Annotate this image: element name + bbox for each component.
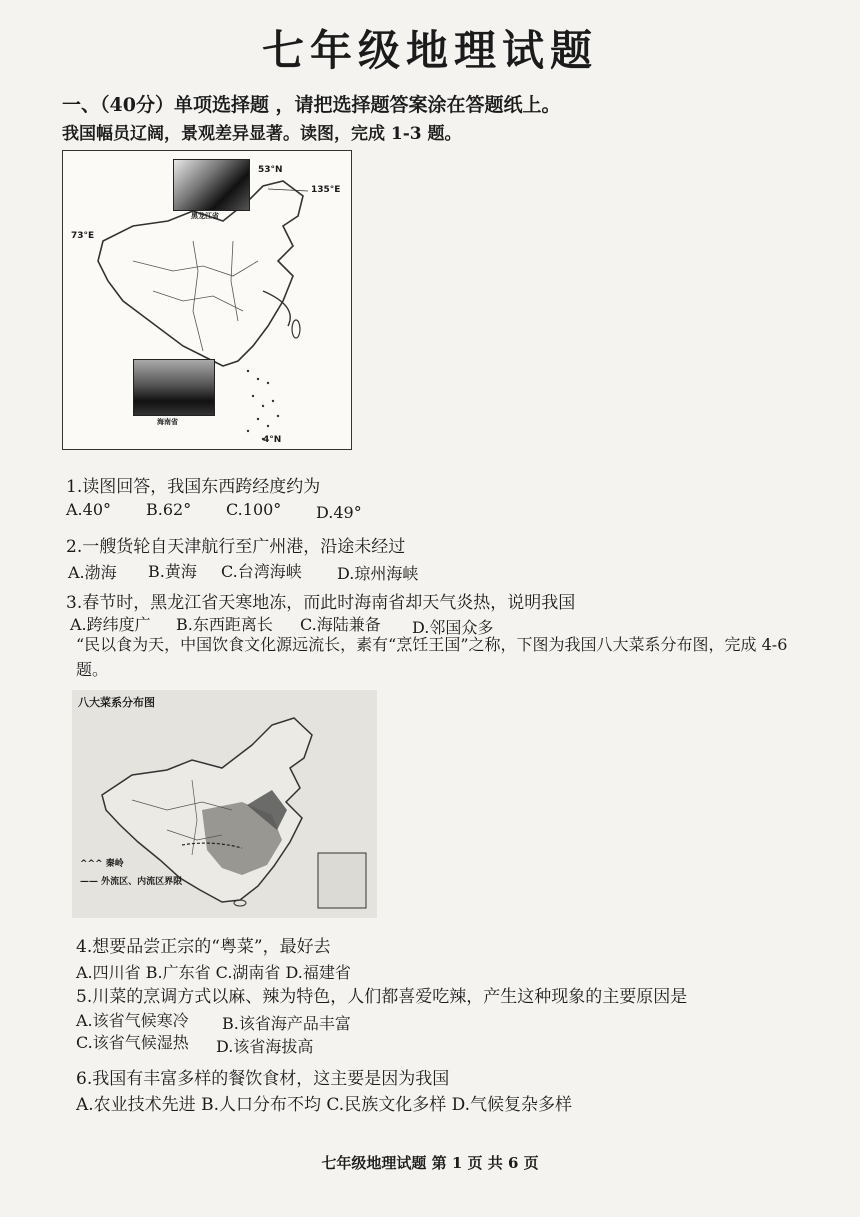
q1-option-c: C.100° (226, 500, 282, 519)
section-heading: 一、（40分）单项选择题 ，请把选择题答案涂在答题纸上。 (62, 94, 561, 116)
q5-option-a: A.该省气候寒冷 (76, 1011, 189, 1030)
q3-option-c: C.海陆兼备 (300, 615, 381, 634)
heilongjiang-caption: 黑龙江省 (191, 212, 219, 220)
label-4n: 4°N (263, 435, 282, 445)
q1-option-d: D.49° (316, 503, 362, 522)
cuisine-map-title: 八大菜系分布图 (78, 696, 155, 709)
q3-option-a: A.跨纬度广 (70, 615, 151, 634)
label-135e: 135°E (311, 185, 341, 195)
q6-options: A.农业技术先进 B.人口分布不均 C.民族文化多样 D.气候复杂多样 (76, 1095, 573, 1115)
page-footer: 七年级地理试题 第 1 页 共 6 页 (321, 1154, 539, 1172)
page-title: 七年级地理试题 (261, 26, 598, 75)
q2-option-b: B.黄海 (148, 562, 197, 581)
q5-option-b: B.该省海产品丰富 (222, 1014, 351, 1033)
q3-option-d: D.邻国众多 (412, 618, 494, 637)
intro-text-2: “民以食为天，中国饮食文化源远流长，素有“烹饪王国”之称，下图为我国八大菜系分布图，完成 4-6 题。 (76, 635, 788, 679)
q2-option-c: C.台湾海峡 (221, 562, 302, 581)
china-map-figure (62, 150, 352, 450)
q4-options: A.四川省 B.广东省 C.湖南省 D.福建省 (76, 963, 351, 982)
question-5: 5.川菜的烹调方式以麻、辣为特色，人们都喜爱吃辣，产生这种现象的主要原因是 (76, 987, 688, 1007)
q1-option-a: A.40° (66, 500, 111, 519)
label-73e: 73°E (71, 231, 95, 241)
question-3: 3.春节时，黑龙江省天寒地冻，而此时海南省却天气炎热，说明我国 (66, 593, 576, 613)
legend-boundary: —— 外流区、内流区界限 (80, 877, 183, 887)
q2-option-a: A.渤海 (68, 563, 117, 582)
question-2: 2.一艘货轮自天津航行至广州港，沿途未经过 (66, 537, 406, 557)
boundary-line-icon: —— (80, 877, 102, 887)
qinling-symbol-icon: ^^^ (80, 859, 106, 869)
q2-option-d: D.琼州海峡 (337, 564, 419, 583)
question-1: 1.读图回答，我国东西跨经度约为 (66, 477, 321, 497)
q5-option-d: D.该省海拔高 (216, 1037, 314, 1056)
q3-option-b: B.东西距离长 (176, 615, 273, 634)
question-4: 4.想要品尝正宗的“粤菜”，最好去 (76, 937, 331, 957)
legend-qinling: ^^^ 秦岭 (80, 859, 124, 869)
q1-option-b: B.62° (146, 500, 192, 519)
intro-text-1: 我国幅员辽阔，景观差异显著。读图，完成 1-3 题。 (62, 124, 462, 144)
question-6: 6.我国有丰富多样的餐饮食材，这主要是因为我国 (76, 1069, 450, 1089)
hainan-photo (133, 359, 215, 416)
hainan-caption: 海南省 (157, 418, 178, 426)
label-53n: 53°N (258, 165, 283, 175)
q5-option-c: C.该省气候湿热 (76, 1033, 189, 1052)
heilongjiang-photo (173, 159, 250, 211)
cuisine-map-figure (72, 690, 377, 918)
